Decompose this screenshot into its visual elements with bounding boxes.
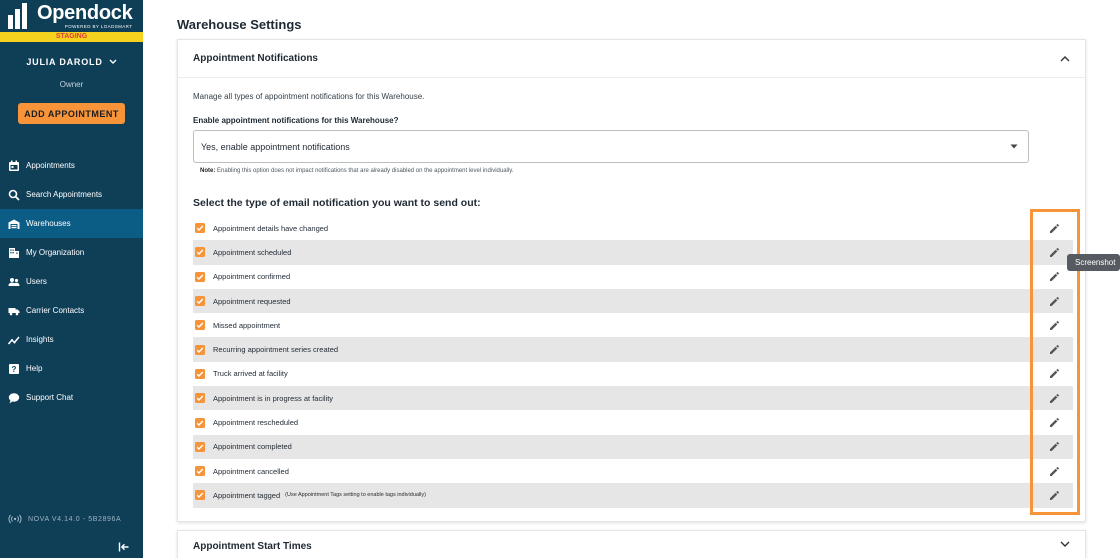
notification-checkbox[interactable] [195, 223, 205, 233]
enable-notifications-label: Enable appointment notifications for this Warehouse? [193, 116, 399, 125]
main-content [143, 0, 1120, 558]
warehouse-icon [8, 218, 20, 230]
checkmark-icon [196, 370, 204, 378]
enable-notifications-select[interactable] [193, 130, 1029, 163]
note-text [200, 168, 513, 174]
checkmark-icon [196, 224, 204, 232]
user-name: JULIA DAROLD [26, 57, 103, 67]
sidebar-item-search-appointments[interactable] [0, 180, 143, 209]
appointment-notifications-card [177, 39, 1086, 522]
insights-icon [8, 334, 20, 346]
section-title: Select the type of email notification you want to send out: [193, 197, 481, 209]
sidebar-item-label: Warehouses [26, 219, 71, 228]
notification-checkbox[interactable] [195, 345, 205, 355]
notification-row [193, 459, 1073, 483]
brand-name: Opendock [37, 2, 133, 24]
notification-label: Appointment completed [213, 442, 292, 452]
user-block [0, 42, 143, 89]
notification-row [193, 362, 1073, 386]
checkmark-icon [196, 273, 204, 281]
opendock-logo-icon [8, 3, 32, 29]
sidebar-item-label: Users [26, 277, 47, 286]
checkmark-icon [196, 491, 204, 499]
card-description: Manage all types of appointment notifications for this Warehouse. [193, 92, 425, 101]
screenshot-tooltip: Screenshot [1067, 254, 1120, 271]
notification-row [193, 483, 1073, 507]
notification-checkbox[interactable] [195, 490, 205, 500]
broadcast-icon [8, 514, 22, 524]
dropdown-arrow-icon [1010, 144, 1018, 149]
sidebar-item-label: Help [26, 364, 43, 373]
notification-row [193, 435, 1073, 459]
notification-label: Appointment cancelled [213, 466, 289, 476]
version-text: NOVA V4.14.0 - 5B2896A [28, 515, 122, 523]
notification-list [193, 216, 1073, 508]
user-menu[interactable] [26, 57, 116, 67]
notification-checkbox[interactable] [195, 466, 205, 476]
notification-row [193, 265, 1073, 289]
notification-label: Appointment tagged [213, 490, 281, 500]
checkmark-icon [196, 443, 204, 451]
notification-label: Appointment requested [213, 296, 291, 306]
notification-checkbox[interactable] [195, 442, 205, 452]
notification-checkbox[interactable] [195, 247, 205, 257]
sidebar-item-label: Search Appointments [26, 190, 103, 199]
notification-label: Appointment is in progress at facility [213, 393, 334, 403]
brand-tagline: POWERED BY LOADSMART [64, 24, 133, 29]
page-title: Warehouse Settings [177, 17, 302, 32]
sidebar-item-support-chat[interactable] [0, 383, 143, 412]
sidebar-item-label: Insights [26, 335, 54, 344]
notification-checkbox[interactable] [195, 418, 205, 428]
checkmark-icon [196, 419, 204, 427]
notification-label: Appointment rescheduled [213, 418, 299, 428]
notification-row [193, 337, 1073, 361]
sidebar-item-help[interactable] [0, 354, 143, 383]
notification-label: Truck arrived at facility [213, 369, 288, 379]
notification-row [193, 240, 1073, 264]
notification-row [193, 386, 1073, 410]
appointment-start-times-card[interactable] [177, 530, 1086, 558]
notification-checkbox[interactable] [195, 296, 205, 306]
building-icon [8, 247, 20, 259]
chevron-down-icon [109, 59, 117, 65]
sidebar-item-label: Support Chat [26, 393, 74, 402]
svg-text:?: ? [11, 364, 17, 374]
sidebar-item-carrier-contacts[interactable] [0, 296, 143, 325]
checkmark-icon [196, 467, 204, 475]
note-body: Enabling this option does not impact notifications that are already disabled on the appointment level individually. [217, 168, 514, 174]
sidebar-nav [0, 151, 143, 412]
checkmark-icon [196, 321, 204, 329]
notification-row [193, 410, 1073, 434]
notification-label: Appointment details have changed [213, 223, 329, 233]
notification-checkbox[interactable] [195, 393, 205, 403]
notification-checkbox[interactable] [195, 272, 205, 282]
note-label: Note: [200, 168, 216, 174]
sidebar-item-label: Appointments [26, 161, 75, 170]
users-icon [8, 276, 20, 288]
chat-icon [8, 392, 20, 404]
brand-logo[interactable] [0, 0, 143, 32]
chevron-down-icon[interactable] [1060, 541, 1070, 548]
notification-row [193, 216, 1073, 240]
sidebar-item-users[interactable] [0, 267, 143, 296]
add-appointment-button[interactable]: ADD APPOINTMENT [18, 103, 125, 124]
search-icon [8, 189, 20, 201]
notification-label: Missed appointment [213, 320, 281, 330]
chevron-up-icon[interactable] [1060, 55, 1070, 62]
sidebar-item-my-organization[interactable] [0, 238, 143, 267]
notification-label: Appointment scheduled [213, 247, 292, 257]
sidebar [0, 0, 143, 558]
checkmark-icon [196, 297, 204, 305]
collapse-left-icon [118, 541, 130, 553]
notification-row [193, 313, 1073, 337]
collapse-sidebar-button[interactable] [118, 540, 130, 552]
sidebar-item-appointments[interactable] [0, 151, 143, 180]
select-value: Yes, enable appointment notifications [201, 141, 350, 152]
checkmark-icon [196, 346, 204, 354]
sidebar-item-warehouses[interactable] [0, 209, 143, 238]
notification-label: Appointment confirmed [213, 272, 291, 282]
user-role: Owner [59, 80, 84, 89]
truck-icon [8, 305, 20, 317]
card-title: Appointment Notifications [193, 53, 318, 64]
sidebar-item-label: My Organization [26, 248, 85, 257]
notification-checkbox[interactable] [195, 320, 205, 330]
calendar-icon [8, 160, 20, 172]
checkmark-icon [196, 394, 204, 402]
notification-checkbox[interactable] [195, 369, 205, 379]
help-icon [8, 363, 20, 375]
notification-label: Recurring appointment series created [213, 345, 339, 355]
card-title: Appointment Start Times [193, 541, 312, 552]
card-header[interactable] [178, 40, 1085, 78]
app-version [8, 514, 121, 524]
sidebar-item-insights[interactable] [0, 325, 143, 354]
checkmark-icon [196, 248, 204, 256]
environment-badge: STAGING [0, 32, 143, 42]
notification-hint: (Use Appointment Tags setting to enable tags individually) [285, 492, 426, 499]
notification-row [193, 289, 1073, 313]
sidebar-item-label: Carrier Contacts [26, 306, 85, 315]
